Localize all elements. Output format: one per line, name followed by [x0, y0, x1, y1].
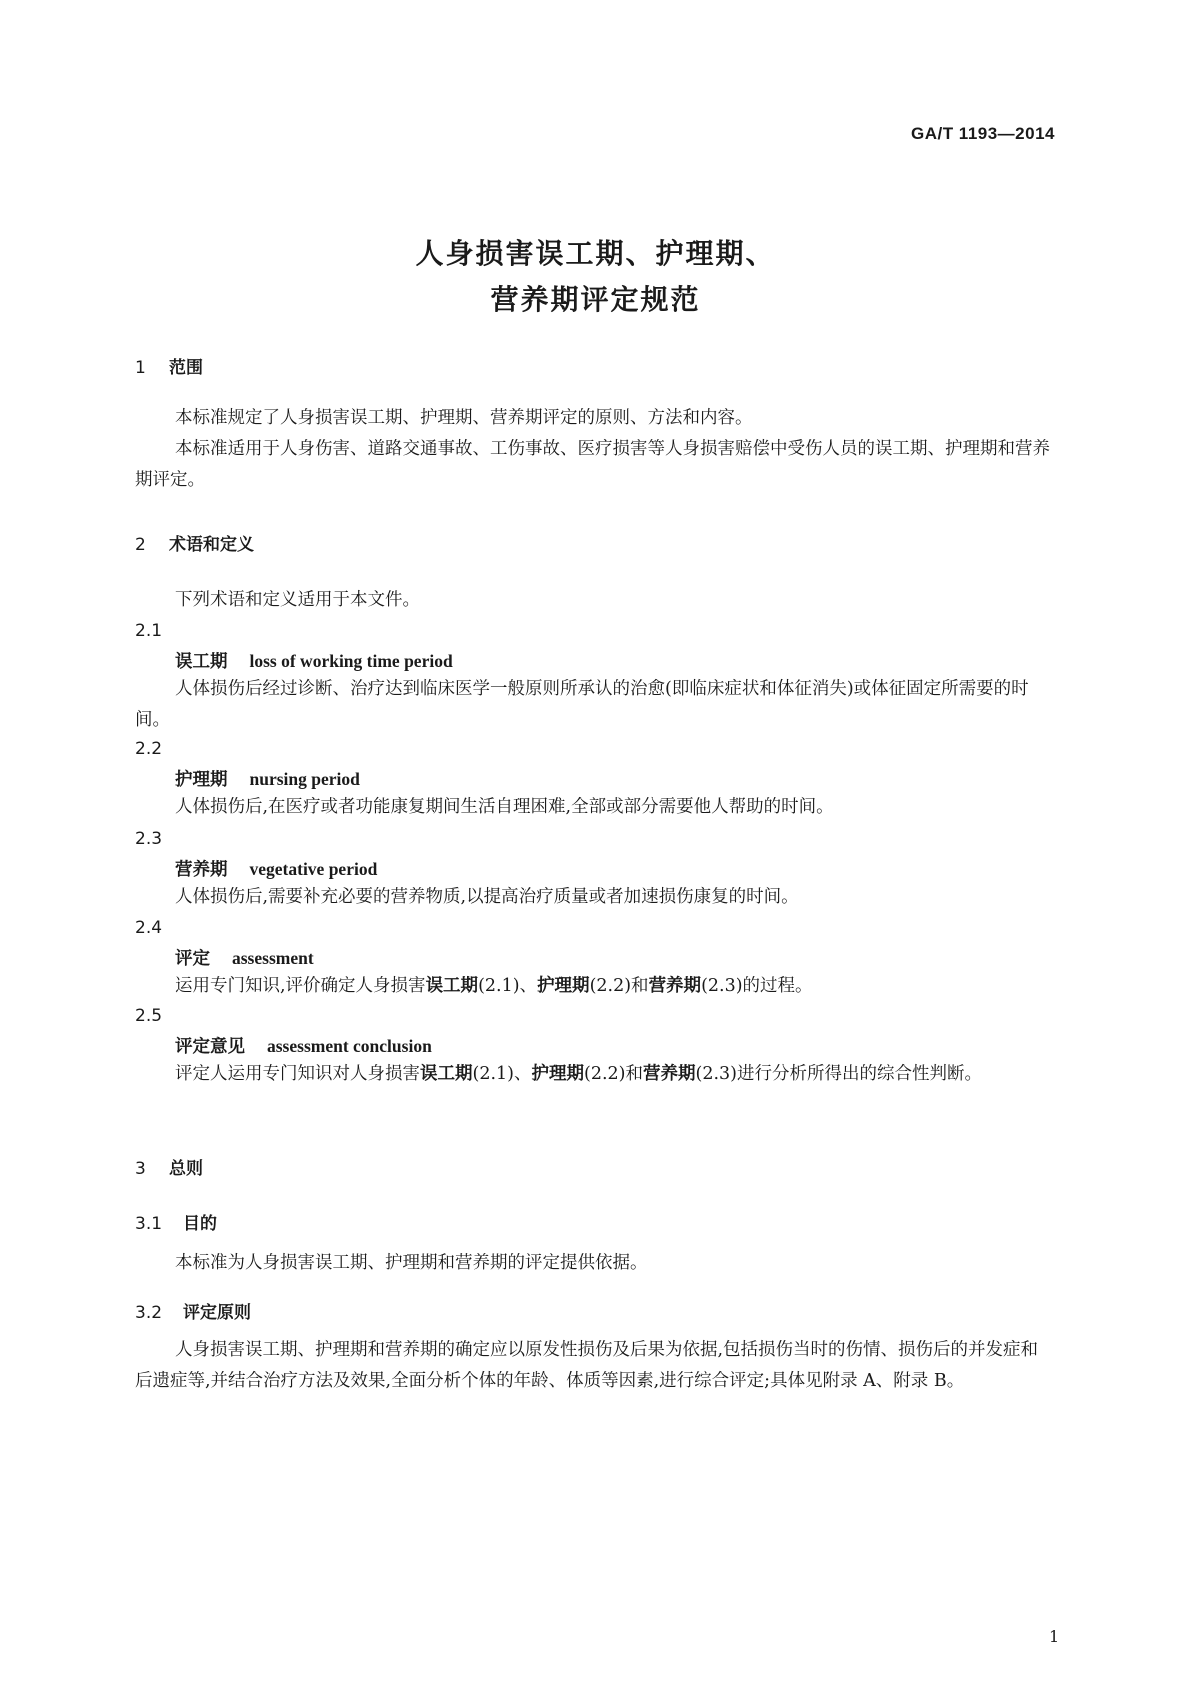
section-1-heading — [135, 353, 203, 378]
definition-text: 运用专门知识,评价确定人身损害 — [175, 976, 426, 996]
term-heading — [175, 945, 314, 970]
term-heading — [175, 648, 453, 673]
definition-term-ref: 营养期 — [643, 1064, 696, 1084]
term-chinese: 护理期 — [175, 770, 228, 790]
term-number: 2.5 — [135, 1006, 163, 1026]
section-3-heading — [135, 1154, 203, 1179]
definition-text: 评定人运用专门知识对人身损害 — [175, 1064, 420, 1084]
section-title: 总则 — [169, 1159, 203, 1179]
section-3-1-paragraph: 本标准为人身损害误工期、护理期和营养期的评定提供依据。 — [175, 1253, 648, 1273]
section-title: 目的 — [183, 1214, 217, 1234]
term-definition: 人体损伤后,在医疗或者功能康复期间生活自理困难,全部或部分需要他人帮助的时间。 — [175, 797, 834, 817]
section-number: 3.2 — [135, 1303, 163, 1323]
term-heading — [175, 856, 377, 881]
term-english: assessment — [232, 948, 314, 968]
section-title: 范围 — [169, 358, 203, 378]
definition-term-ref: 护理期 — [531, 1064, 584, 1084]
term-english: vegetative period — [249, 859, 378, 879]
definition-text: (2.1)、 — [478, 976, 538, 996]
section-1-paragraph-1: 本标准规定了人身损害误工期、护理期、营养期评定的原则、方法和内容。 — [175, 408, 753, 428]
section-number: 3.1 — [135, 1214, 163, 1234]
section-number: 1 — [135, 358, 146, 378]
term-chinese: 评定 — [175, 949, 210, 969]
term-chinese: 评定意见 — [175, 1037, 245, 1057]
document-title-line-2: 营养期评定规范 — [490, 283, 701, 316]
definition-text: (2.3)的过程。 — [701, 976, 813, 996]
term-number: 2.1 — [135, 621, 163, 641]
page-number: 1 — [1049, 1627, 1060, 1646]
term-number: 2.2 — [135, 739, 163, 759]
definition-term-ref: 护理期 — [537, 976, 590, 996]
section-number: 3 — [135, 1159, 146, 1179]
section-2-intro: 下列术语和定义适用于本文件。 — [175, 590, 420, 610]
section-title: 评定原则 — [183, 1303, 251, 1323]
term-heading — [175, 1033, 432, 1058]
section-1-paragraph-2: 本标准适用于人身伤害、道路交通事故、工伤事故、医疗损害等人身损害赔偿中受伤人员的误工期、护理期和营养期评定。 — [135, 439, 1050, 490]
definition-text: (2.2)和 — [584, 1064, 643, 1084]
term-chinese: 营养期 — [175, 860, 228, 880]
definition-term-ref: 误工期 — [425, 976, 479, 996]
section-3-2-heading — [135, 1298, 251, 1323]
term-number: 2.4 — [135, 918, 163, 938]
term-definition — [135, 971, 1053, 1002]
term-definition: 人体损伤后经过诊断、治疗达到临床医学一般原则所承认的治愈(即临床症状和体征消失)或体征固定所需要的时间。 — [135, 679, 1029, 730]
term-english: nursing period — [249, 769, 360, 789]
term-definition: 人体损伤后,需要补充必要的营养物质,以提高治疗质量或者加速损伤康复的时间。 — [175, 887, 799, 907]
section-2-heading — [135, 530, 254, 555]
term-heading — [175, 766, 360, 791]
definition-term-ref: 误工期 — [420, 1064, 473, 1084]
definition-text: (2.3)进行分析所得出的综合性判断。 — [695, 1064, 982, 1084]
section-3-2-paragraph: 人身损害误工期、护理期和营养期的确定应以原发性损伤及后果为依据,包括损伤当时的伤情、损伤后的并发症和后遗症等,并结合治疗方法及效果,全面分析个体的年龄、体质等因素,进行综合评定;具体见附录 A、附录 B。 — [135, 1340, 1039, 1391]
section-3-1-heading — [135, 1209, 217, 1234]
definition-term-ref: 营养期 — [648, 976, 702, 996]
section-number: 2 — [135, 535, 146, 555]
term-english: loss of working time period — [249, 651, 453, 671]
definition-text: (2.2)和 — [589, 976, 649, 996]
definition-text: (2.1)、 — [472, 1064, 532, 1084]
term-number: 2.3 — [135, 829, 163, 849]
section-title: 术语和定义 — [169, 535, 254, 555]
term-english: assessment conclusion — [267, 1036, 432, 1056]
document-title-line-1: 人身损害误工期、护理期、 — [415, 237, 776, 270]
term-chinese: 误工期 — [175, 652, 228, 672]
standard-code: GA/T 1193—2014 — [910, 124, 1055, 143]
term-definition — [135, 1059, 1053, 1090]
